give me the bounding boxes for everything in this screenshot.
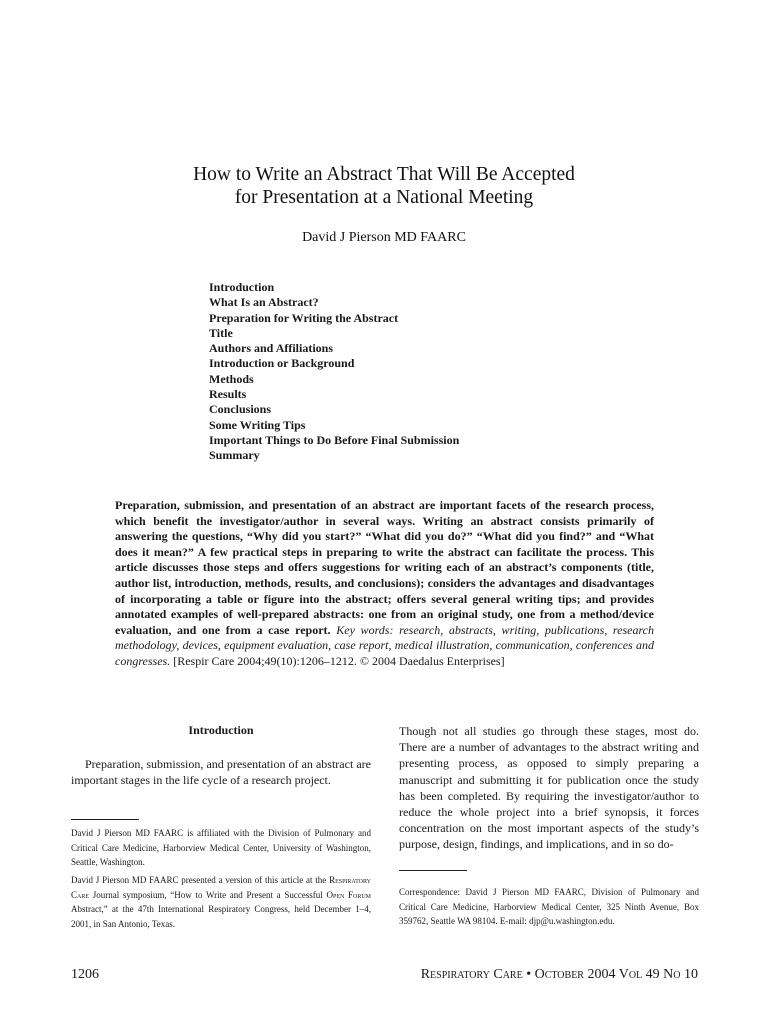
toc-item: Some Writing Tips [209,417,306,432]
toc-item: Summary [209,448,260,463]
toc-item: Authors and Affiliations [209,341,334,356]
intro-paragraph-left: Preparation, submission, and presentation of an abstract are important stages in the life cycle of a research project. [71,757,371,788]
title-line-1: How to Write an Abstract That Will Be Accepted [193,164,575,185]
toc-item: Introduction [209,280,275,294]
article-title [0,163,768,209]
abstract-keywords: Key words: research, abstracts, writing, publications, research methodology, devices, equipment evaluation, case report, medical illustration, communication, conferences and congresses. [115,622,655,668]
toc-item: Methods [209,371,254,386]
footnote-presentation: David J Pierson MD FAARC presented a version of this article at the Respiratory Care Journal symposium, “How to Write and Present a Successful Open Forum Abstract,” at the 47th International Respiratory Congress, held December 1–4, 2001, in San Antonio, Texas. [71,875,372,929]
footnote-divider-right [399,870,467,871]
abstract-citation: [Respir Care 2004;49(10):1206–1212. © 2004 Daedalus Enterprises] [173,653,505,668]
toc-item: Results [209,387,247,402]
toc-item: Conclusions [209,402,272,417]
page-number: 1206 [71,967,99,982]
running-footer-journal: Respiratory Care • October 2004 Vol 49 No 10 [420,967,698,982]
toc-item: Title [209,325,233,340]
toc-item: Preparation for Writing the Abstract [209,310,399,325]
footnote-divider-left [71,819,139,820]
title-line-2: for Presentation at a National Meeting [234,187,534,208]
abstract-block [115,498,654,670]
intro-paragraph-right: Though not all studies go through these stages, most do. There are a number of advantages to the abstract writing and presenting process, as opposed to simply preparing a manuscript and submitting it for publication once the study has been completed. By requiring the investigator/author to reduce the whole project into a brief synopsis, it forces concentration on the most important aspects of the study’s purpose, design, findings, and implications, and in so do- [399,724,699,852]
footnote-affiliation: David J Pierson MD FAARC is affiliated with the Division of Pulmonary and Critical Care Medicine, Harborview Medical Center, University of Washington, Seattle, Washington. [71,828,371,867]
toc-item: Important Things to Do Before Final Submission [209,432,460,447]
abstract-body: Preparation, submission, and presentation of an abstract are important facets of the research process, which benefit the investigator/author in several ways. Writing an abstract consists primarily of answering the questions, “Why did you start?” “What did you do?” “What did you find?” and “What does it mean?” A few practical steps in preparing to write the abstract can facilitate the process. This article discusses those steps and offers suggestions for writing each of an abstract’s components (title, author list, introduction, methods, results, and conclusions); considers the advantages and disadvantages of incorporating a table or figure into the abstract; offers several general writing tips; and provides annotated examples of well-prepared abstracts: one from an original study, one from a method/device evaluation, and one from a case report. [115,498,654,637]
toc-item: Introduction or Background [209,356,355,371]
table-of-contents [209,280,459,464]
section-heading-introduction: Introduction [188,723,254,737]
author-name: David J Pierson MD FAARC [302,230,466,245]
toc-item: What Is an Abstract? [209,295,319,310]
footnote-correspondence: Correspondence: David J Pierson MD FAARC, Division of Pulmonary and Critical Care Medicine, Harborview Medical Center, 325 Ninth Avenue, Box 359762, Seattle WA 98104. E-mail: djp@u.washington.edu. [399,887,699,926]
